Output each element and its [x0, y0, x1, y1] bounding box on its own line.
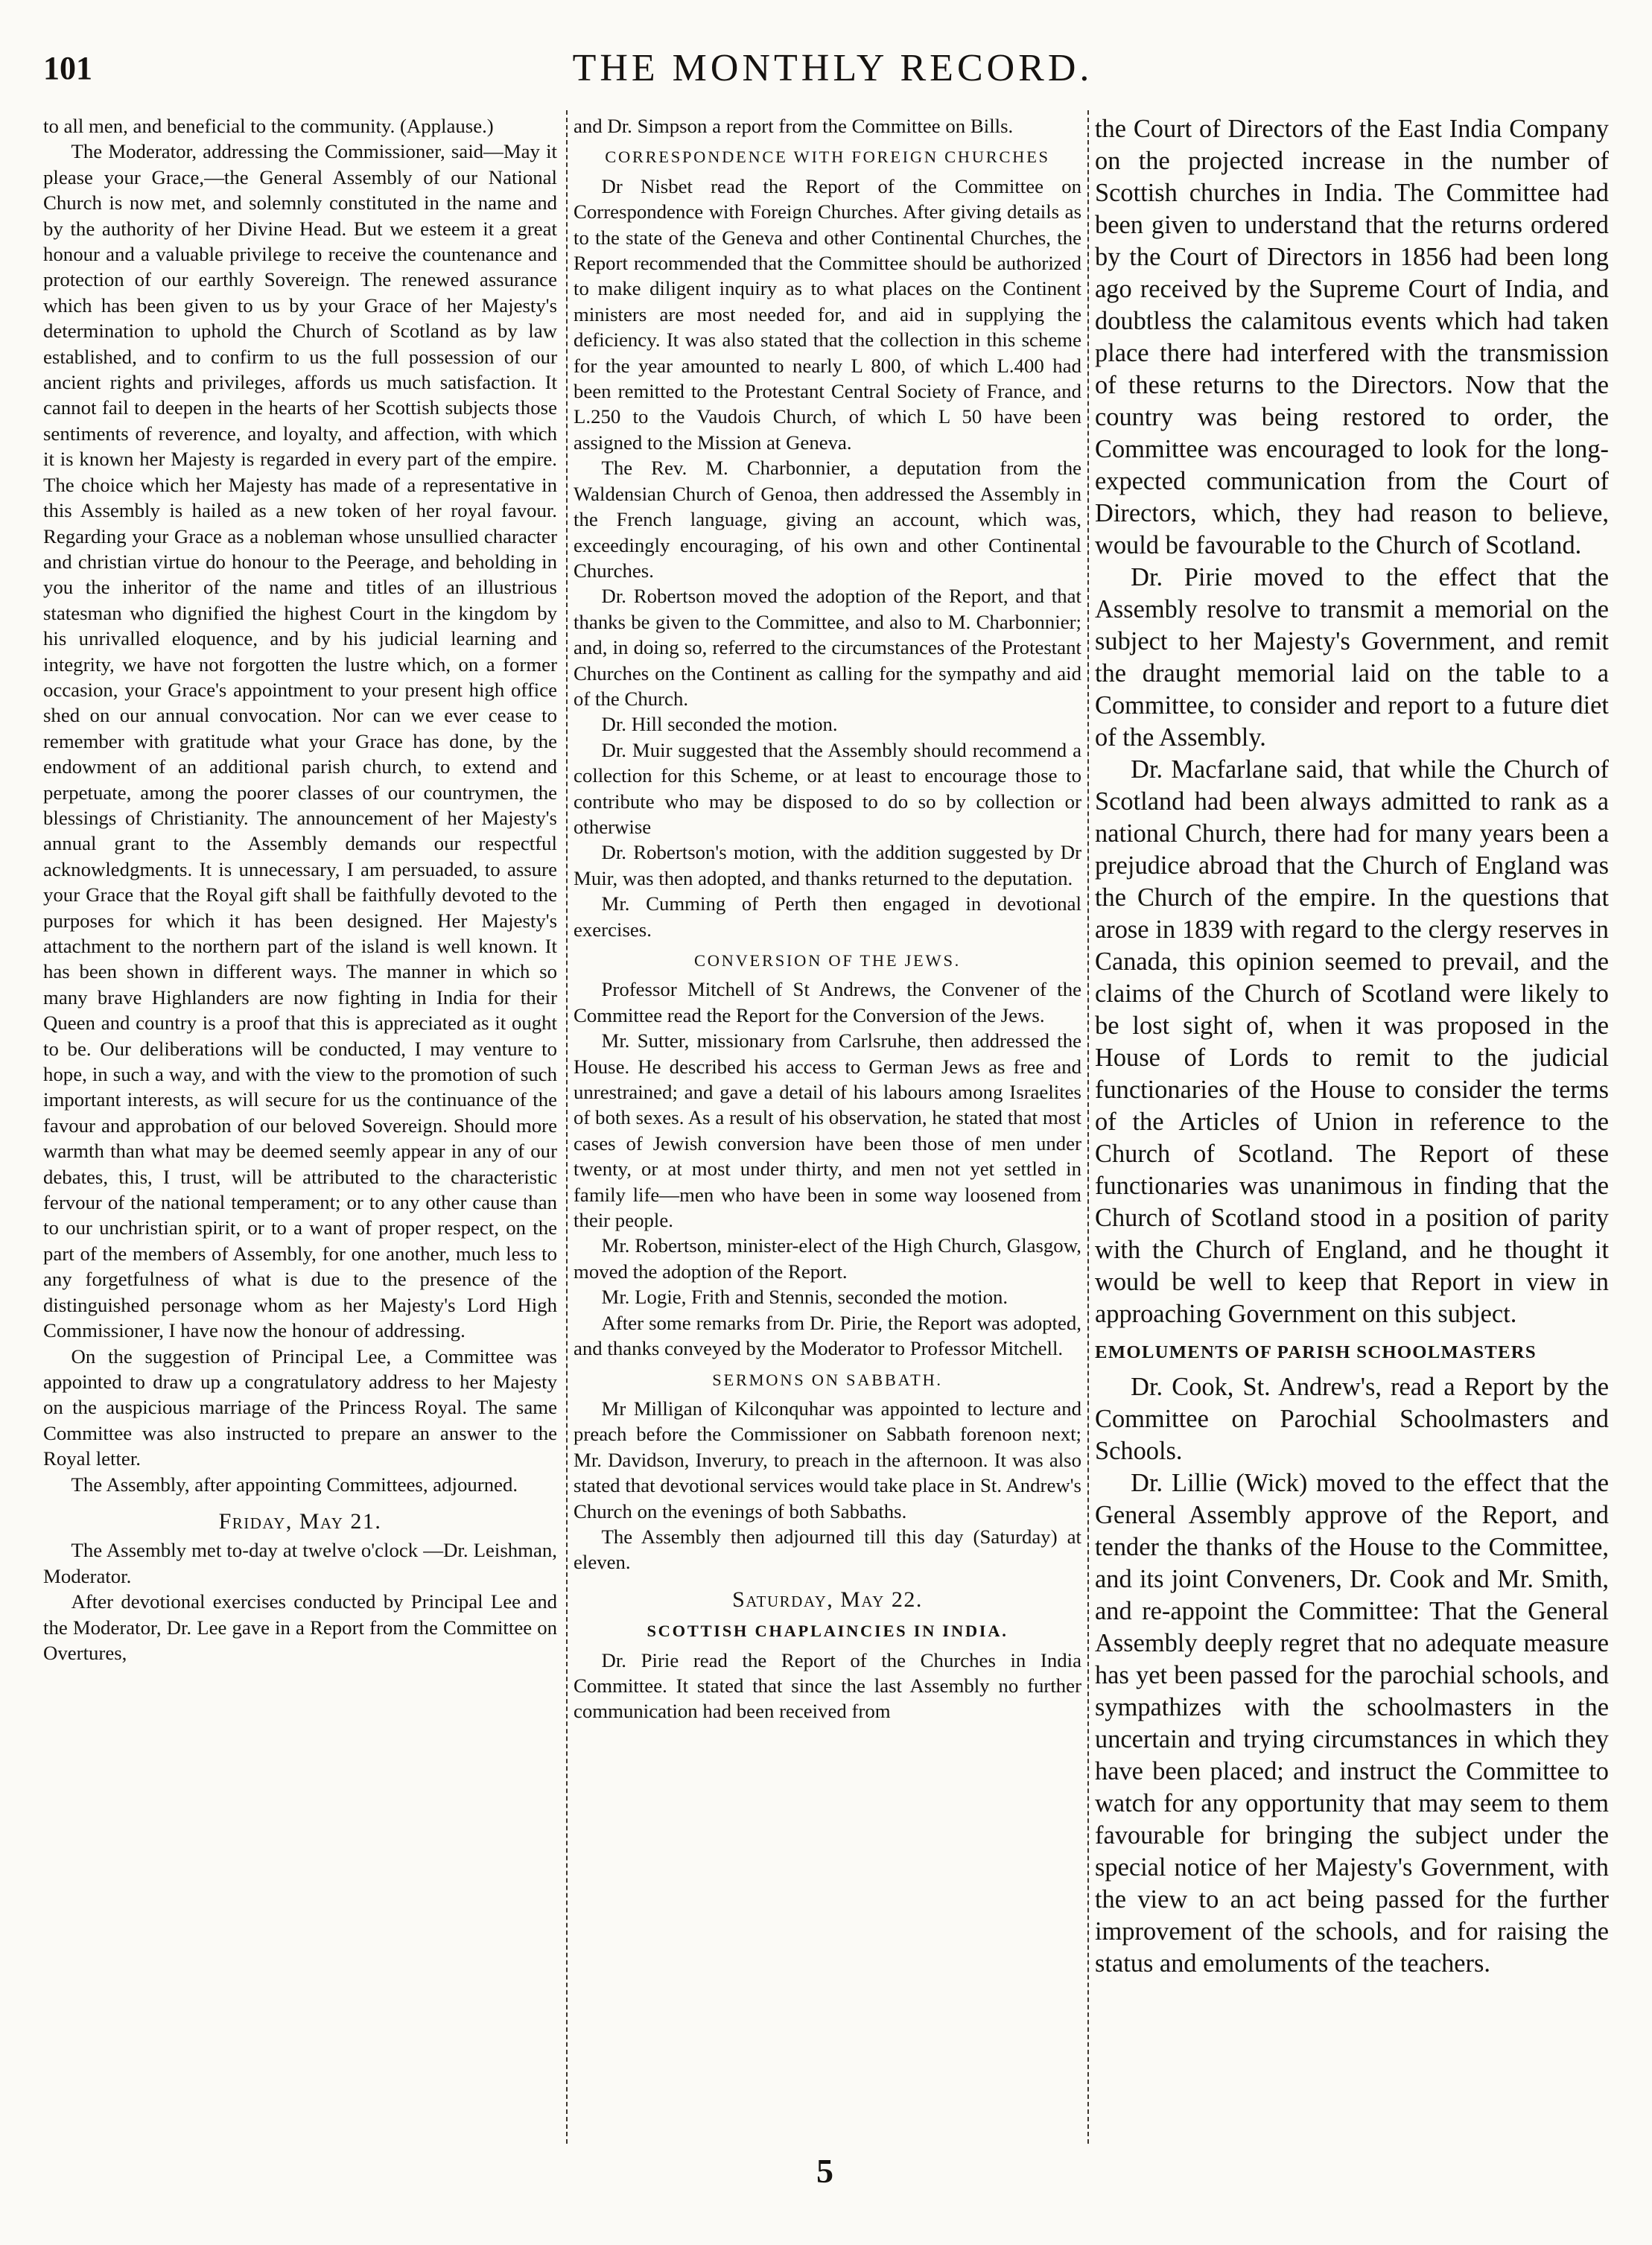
paragraph: The Assembly, after appointing Committees, adjourned. [71, 1473, 518, 1496]
paragraph: The Rev. M. Charbonnier, a deputation from the Waldensian Church of Genoa, then addressed the Assembly in the French language, giving an account, which was, exceedingly encouraging, of his own and other Continental Churches. [574, 457, 1081, 582]
column-middle [574, 113, 1081, 2139]
section-heading: SCOTTISH CHAPLAINCIES IN INDIA. [646, 1622, 1008, 1641]
paragraph: Professor Mitchell of St Andrews, the Convener of the Committee read the Report for the Conversion of the Jews. [574, 978, 1081, 1026]
paragraph: Mr. Logie, Frith and Stennis, seconded the motion. [601, 1286, 1008, 1309]
section-heading: CORRESPONDENCE WITH FOREIGN CHURCHES [605, 147, 1050, 167]
column-left [43, 113, 557, 2139]
column-divider [566, 110, 568, 2144]
section-heading: CONVERSION OF THE JEWS. [694, 951, 961, 970]
paragraph: Dr. Pirie read the Report of the Churches in India Committee. It stated that since the last Assembly no further communication had been received from [574, 1648, 1081, 1723]
paragraph: to all men, and beneficial to the community. (Applause.) [43, 115, 494, 137]
paragraph: Dr. Hill seconded the motion. [601, 713, 838, 736]
signature-mark: 5 [816, 2152, 833, 2190]
paragraph: Mr Milligan of Kilconquhar was appointed to lecture and preach before the Commissioner on Sabbath forenoon next; Mr. Davidson, Inverury, to preach in the afternoon. It was also stated that devotional services would take place in St. Andrew's Church on the evenings of both Sabbaths. [574, 1397, 1081, 1522]
paragraph: Dr. Pirie moved to the effect that the Assembly resolve to transmit a memorial on the subject to her Majesty's Government, and remit the draught memorial laid on the table to a Committee, to consider and report to a future diet of the Assembly. [1095, 563, 1609, 752]
column-right [1095, 113, 1609, 2139]
paragraph: Mr. Sutter, missionary from Carlsruhe, then addressed the House. He described his access to German Jews as free and unrestrained; and gave a detail of his labours among Israelites of both sexes. As a result of his observation, he stated that most cases of Jewish conversion have been those of men under twenty, or at most under thirty, and men not yet settled in family life—men who have been in some way loosened from their people. [574, 1029, 1081, 1232]
section-heading: SERMONS ON SABBATH. [712, 1370, 943, 1389]
paragraph: Dr. Robertson's motion, with the addition suggested by Dr Muir, was then adopted, and thanks returned to the deputation. [574, 841, 1081, 889]
paragraph: Mr. Robertson, minister-elect of the High Church, Glasgow, moved the adoption of the Report. [574, 1234, 1081, 1283]
page-header [43, 43, 1622, 103]
paragraph: The Moderator, addressing the Commissioner, said—May it please your Grace,—the General Assembly of our National Church is now met, and solemnly constituted in the name and by the authority of her Divine Head. But we esteem it a great honour and a valuable privilege to receive the countenance and protection of our earthly Sovereign. The renewed assurance which has been given to us by your Grace of her Majesty's determination to uphold the Church of Scotland as by law established, and to confirm to us the full possession of our ancient rights and privileges, affords us much satisfaction. It cannot fail to deepen in the hearts of her Scottish subjects those sentiments of reverence, and loyalty, and affection, with which it is known her Majesty is regarded in every part of the empire. The choice which her Majesty has made of a representative in this Assembly is hailed as a new token of her royal favour. Regarding your Grace as a nobleman whose unsullied character and christian virtue do honour to the Peerage, and beholding in you the inheritor of the name and titles of an illustrious statesman who dignified the highest Court in the kingdom by his unrivalled eloquence, and by his judicial learning and integrity, we have not forgotten the lustre which, on a former occasion, your Grace's appointment to your present high office shed on our annual convocation. Nor can we ever cease to remember with gratitude what your Grace has done, by the endowment of an additional parish church, to extend and perpetuate, among the poorer classes of our countrymen, the blessings of Christianity. The announcement of her Majesty's annual grant to the Assembly demands our respectful acknowledgments. It is unnecessary, I am persuaded, to assure your Grace that the Royal gift shall be faithfully devoted to the purposes for which it has been designed. Her Majesty's attachment to the northern part of the island is well known. It has been shown in different ways. The manner in which so many brave Highlanders are now fighting in India for their Queen and country is a proof that this is appreciated as it ought to be. Our deliberations will be conducted, I may venture to hope, in such a way, and with the view to the promotion of such important interests, as will secure for us the continuance of the favour and approbation of our beloved Sovereign. Should more warmth than what may be deemed seemly appear in any of our debates, this, I trust, will be attributed to the characteristic fervour of the national temperament; or to any other cause than to our unchristian spirit, or to a want of proper respect, on the part of the members of Assembly, for one another, much less to any forgetfulness of what is due to the presence of the distinguished personage whom as her Majesty's Lord High Commissioner, I have now the honour of addressing. [43, 140, 557, 1342]
paragraph: After devotional exercises conducted by Principal Lee and the Moderator, Dr. Lee gave in a Report from the Committee on Overtures, [43, 1590, 557, 1664]
paragraph: On the suggestion of Principal Lee, a Committee was appointed to draw up a congratulatory address to her Majesty on the auspicious marriage of the Princess Royal. The same Committee was also instructed to prepare an answer to the Royal letter. [43, 1344, 557, 1470]
paragraph: Dr. Lillie (Wick) moved to the effect that the General Assembly approve of the Report, and tender the thanks of the House to the Committee, and its joint Conveners, Dr. Cook and Mr. Smith, and re-appoint the Committee: That the General Assembly deeply regret that no adequate measure has yet been passed for the parochial schools, and sympathizes with the schoolmasters in the uncertain and trying circumstances in which they have been placed; and instruct the Committee to watch for any opportunity that may seem to them favourable for bringing the subject under the special notice of her Majesty's Government, with the view to an act being passed for the further improvement of the schools, and for raising the status and emoluments of the teachers. [1095, 1469, 1609, 1978]
running-title: THE MONTHLY RECORD. [572, 47, 1093, 89]
column-divider [1087, 110, 1089, 2144]
section-heading: Saturday, May 22. [732, 1587, 923, 1612]
section-heading: EMOLUMENTS OF PARISH SCHOOLMASTERS [1095, 1342, 1537, 1362]
paragraph: Dr. Cook, St. Andrew's, read a Report by the Committee on Parochial Schoolmasters and Schools. [1095, 1373, 1609, 1465]
paragraph: Mr. Cumming of Perth then engaged in devotional exercises. [574, 892, 1081, 941]
paragraph: Dr Nisbet read the Report of the Committee on Correspondence with Foreign Churches. After giving details as to the state of the Geneva and other Continental Churches, the Report recommended that the Committee should be authorized to make diligent inquiry as to what places on the Continent ministers are most needed for, and aid in supplying the deficiency. It was also stated that the collection in this scheme for the year amounted to nearly L 800, of which L.400 had been remitted to the Protestant Central Society of France, and L.250 to the Vaudois Church, of which L 50 have been assigned to the Mission at Geneva. [574, 174, 1081, 454]
paragraph: Dr. Robertson moved the adoption of the Report, and that thanks be given to the Committee, and also to M. Charbonnier; and, in doing so, referred to the circumstances of the Protestant Churches on the Continent as calling for the sympathy and aid of the Church. [574, 585, 1081, 710]
paragraph: Dr. Macfarlane said, that while the Church of Scotland had been always admitted to rank as a national Church, there had for many years been a prejudice abroad that the Church of England was the Church of the empire. In the questions that arose in 1839 with regard to the clergy reserves in Canada, this opinion seemed to prevail, and the claims of the Church of Scotland were likely to be lost sight of, when it was proposed in the House of Lords to remit to the judicial functionaries of the House to consider the terms of the Articles of Union in reference to the Church of Scotland. The Report of these functionaries was unanimous in finding that the Church of Scotland stood in a position of parity with the Church of England, and he thought it would be well to keep that Report in view in approaching Government on this subject. [1095, 755, 1609, 1328]
paragraph: and Dr. Simpson a report from the Committee on Bills. [574, 115, 1014, 137]
paragraph: the Court of Directors of the East India Company on the projected increase in the number of Scottish churches in India. The Committee had been given to understand that the returns ordered by the Court of Directors in 1856 had been long ago received by the Supreme Court of India, and doubtless the calamitous events which had taken place there had interfered with the transmission of these returns to the Directors. Now that the country was being restored to order, the Committee was encouraged to look for the long-expected communication from the Court of Directors, which, they had reason to believe, would be favourable to the Church of Scotland. [1095, 115, 1609, 559]
section-heading: Friday, May 21. [218, 1508, 382, 1534]
paragraph: The Assembly met to-day at twelve o'clock —Dr. Leishman, Moderator. [43, 1539, 557, 1587]
paragraph: The Assembly then adjourned till this day (Saturday) at eleven. [574, 1525, 1081, 1574]
paragraph: After some remarks from Dr. Pirie, the Report was adopted, and thanks conveyed by the Moderator to Professor Mitchell. [574, 1311, 1081, 1360]
page-number: 101 [43, 50, 92, 86]
paragraph: Dr. Muir suggested that the Assembly should recommend a collection for this Scheme, or at least to encourage those to contribute who may be disposed to do so by collection or otherwise [574, 738, 1081, 838]
